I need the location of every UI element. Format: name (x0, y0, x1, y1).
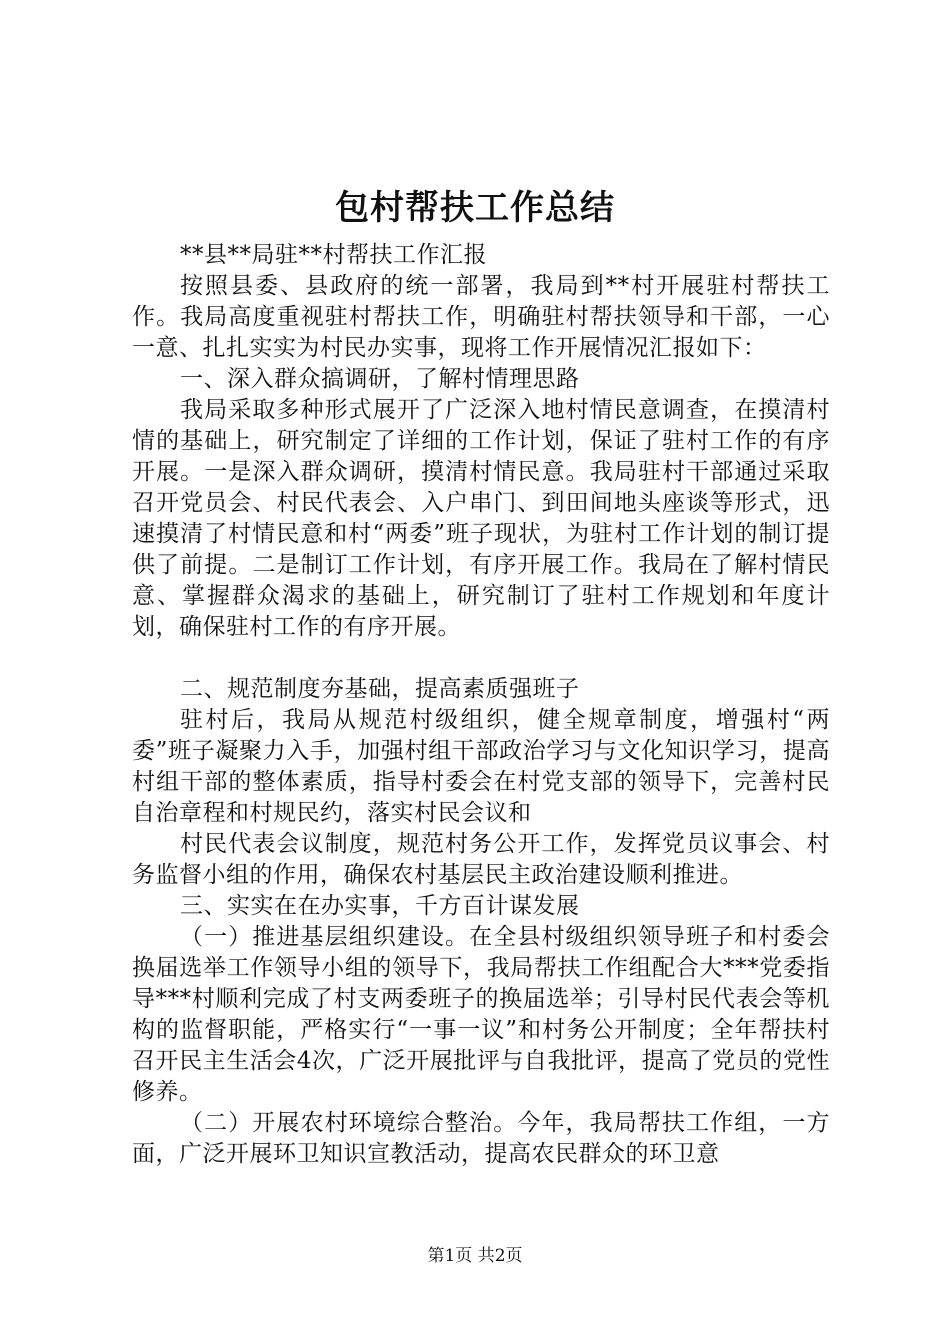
section-heading-3: 三、实实在在办实事，千方百计谋发展 (180, 893, 580, 919)
section-3-item-1: （一）推进基层组织建设。在全县村级组织领导班子和村委会换届选举工作领导小组的领导下，我局帮扶工作组配合大***党委指导***村顺利完成了村支两委班子的换届选举；引导村民代表会等机构的监督职能，严格实行“一事一议”和村务公开制度；全年帮扶村召开民主生活会4次，广泛开展批评与自我批评，提高了党员的党性修养。 (132, 924, 830, 1105)
section-heading-2: 二、规范制度夯基础，提高素质强班子 (180, 676, 580, 702)
section-2-paragraph: 驻村后，我局从规范村级组织，健全规章制度，增强村“两委”班子凝聚力入手，加强村组干部政治学习与文化知识学习，提高村组干部的整体素质，指导村委会在村党支部的领导下，完善村民自治章程和村规民约，落实村民会议和 (132, 707, 830, 826)
document-body (132, 240, 830, 1170)
intro-paragraph: 按照县委、县政府的统一部署，我局到**村开展驻村帮扶工作。我局高度重视驻村帮扶工作，明确驻村帮扶领导和干部，一心一意、扎扎实实为村民办实事，现将工作开展情况汇报如下： (132, 273, 830, 361)
section-3-item-2: （二）开展农村环境综合整治。今年，我局帮扶工作组，一方面，广泛开展环卫知识宣教活动，提高农民群众的环卫意 (132, 1110, 830, 1167)
section-1-paragraph: 我局采取多种形式展开了广泛深入地村情民意调查，在摸清村情的基础上，研究制定了详细的工作计划，保证了驻村工作的有序开展。一是深入群众调研，摸清村情民意。我局驻村干部通过采取召开党员会、村民代表会、入户串门、到田间地头座谈等形式，迅速摸清了村情民意和村“两委”班子现状，为驻村工作计划的制订提供了前提。二是制订工作计划，有序开展工作。我局在了解村情民意、掌握群众渴求的基础上，研究制订了驻村工作规划和年度计划，确保驻村工作的有序开展。 (132, 397, 830, 640)
document-title: 包村帮扶工作总结 (335, 188, 615, 228)
section-heading-1: 一、深入群众搞调研，了解村情理思路 (180, 366, 580, 392)
report-subtitle: **县**局驻**村帮扶工作汇报 (180, 242, 487, 268)
section-2-paragraph-continued: 村民代表会议制度，规范村务公开工作，发挥党员议事会、村务监督小组的作用，确保农村基层民主政治建设顺利推进。 (132, 831, 830, 888)
page-number-footer: 第1页 共2页 (427, 1246, 523, 1266)
